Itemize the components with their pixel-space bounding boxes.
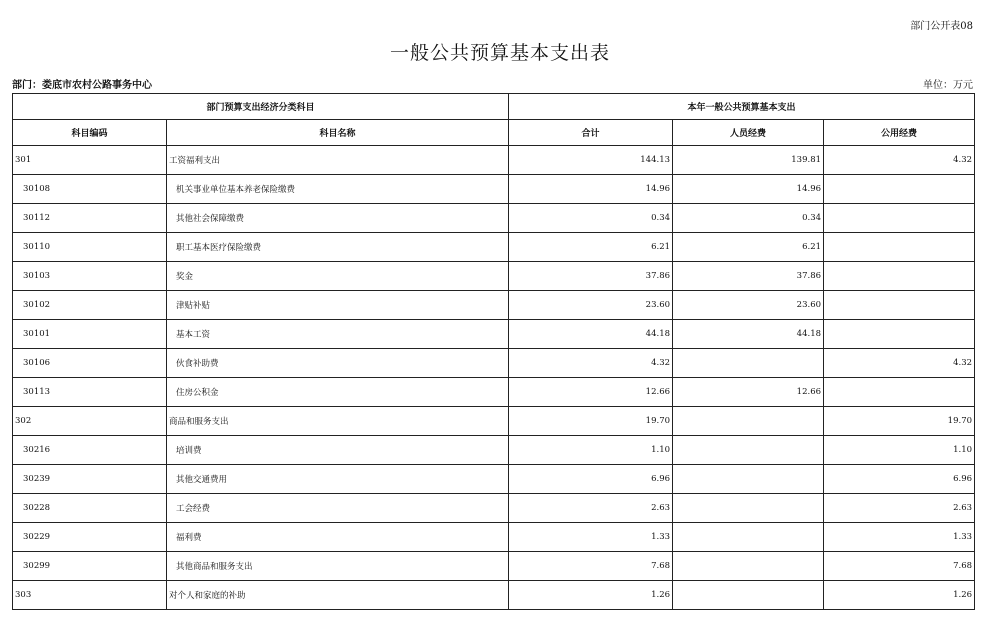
row-total: 6.96 xyxy=(509,465,673,494)
row-name: 津贴补贴 xyxy=(167,291,509,320)
row-personnel: 0.34 xyxy=(673,204,824,233)
row-personnel: 23.60 xyxy=(673,291,824,320)
row-total: 2.63 xyxy=(509,494,673,523)
row-name: 机关事业单位基本养老保险缴费 xyxy=(167,175,509,204)
table-row xyxy=(13,291,975,320)
row-name: 奖金 xyxy=(167,262,509,291)
row-code: 30113 xyxy=(13,378,167,407)
table-row xyxy=(13,552,975,581)
row-total: 37.86 xyxy=(509,262,673,291)
row-total: 12.66 xyxy=(509,378,673,407)
row-total: 6.21 xyxy=(509,233,673,262)
row-name: 商品和服务支出 xyxy=(167,407,509,436)
row-public: 6.96 xyxy=(824,465,975,494)
row-public: 2.63 xyxy=(824,494,975,523)
row-public xyxy=(824,320,975,349)
row-total: 4.32 xyxy=(509,349,673,378)
row-personnel: 37.86 xyxy=(673,262,824,291)
row-personnel xyxy=(673,523,824,552)
row-code: 30103 xyxy=(13,262,167,291)
row-personnel xyxy=(673,407,824,436)
table-row xyxy=(13,436,975,465)
row-total: 0.34 xyxy=(509,204,673,233)
row-public: 7.68 xyxy=(824,552,975,581)
table-row xyxy=(13,349,975,378)
unit-label: 单位：万元 xyxy=(923,80,973,91)
table-row xyxy=(13,494,975,523)
row-public: 1.26 xyxy=(824,581,975,610)
row-public xyxy=(824,233,975,262)
group-header-row xyxy=(13,94,975,120)
row-name: 培训费 xyxy=(167,436,509,465)
column-header-total: 合计 xyxy=(509,120,673,146)
row-public xyxy=(824,175,975,204)
row-total: 44.18 xyxy=(509,320,673,349)
row-personnel xyxy=(673,552,824,581)
row-code: 30106 xyxy=(13,349,167,378)
department-label: 部门：娄底市农村公路事务中心 xyxy=(12,80,152,91)
table-row xyxy=(13,320,975,349)
table-row xyxy=(13,233,975,262)
row-code: 30101 xyxy=(13,320,167,349)
row-public xyxy=(824,291,975,320)
row-total: 1.10 xyxy=(509,436,673,465)
row-total: 1.33 xyxy=(509,523,673,552)
row-name: 基本工资 xyxy=(167,320,509,349)
table-row xyxy=(13,262,975,291)
table-row xyxy=(13,523,975,552)
row-personnel xyxy=(673,494,824,523)
group-header-expenditure: 本年一般公共预算基本支出 xyxy=(509,94,975,120)
row-personnel xyxy=(673,581,824,610)
row-name: 工会经费 xyxy=(167,494,509,523)
budget-table-body xyxy=(13,146,975,610)
row-code: 30216 xyxy=(13,436,167,465)
row-total: 144.13 xyxy=(509,146,673,175)
row-name: 其他商品和服务支出 xyxy=(167,552,509,581)
table-row xyxy=(13,175,975,204)
page-title: 一般公共预算基本支出表 xyxy=(389,42,610,64)
row-name: 伙食补助费 xyxy=(167,349,509,378)
row-name: 福利费 xyxy=(167,523,509,552)
row-total: 14.96 xyxy=(509,175,673,204)
column-header-code: 科目编码 xyxy=(13,120,167,146)
row-code: 30102 xyxy=(13,291,167,320)
row-total: 1.26 xyxy=(509,581,673,610)
row-personnel xyxy=(673,465,824,494)
row-code: 30228 xyxy=(13,494,167,523)
row-public: 4.32 xyxy=(824,146,975,175)
column-header-public: 公用经费 xyxy=(824,120,975,146)
row-code: 302 xyxy=(13,407,167,436)
row-personnel: 139.81 xyxy=(673,146,824,175)
row-personnel: 14.96 xyxy=(673,175,824,204)
row-code: 30229 xyxy=(13,523,167,552)
row-personnel xyxy=(673,349,824,378)
row-total: 23.60 xyxy=(509,291,673,320)
row-name: 对个人和家庭的补助 xyxy=(167,581,509,610)
table-row xyxy=(13,407,975,436)
form-number: 部门公开表08 xyxy=(910,21,973,32)
group-header-classification: 部门预算支出经济分类科目 xyxy=(13,94,509,120)
row-total: 19.70 xyxy=(509,407,673,436)
budget-table xyxy=(12,93,975,610)
table-row xyxy=(13,146,975,175)
table-row xyxy=(13,204,975,233)
table-row xyxy=(13,378,975,407)
row-code: 30299 xyxy=(13,552,167,581)
column-header-personnel: 人员经费 xyxy=(673,120,824,146)
table-row xyxy=(13,581,975,610)
table-row xyxy=(13,465,975,494)
row-name: 住房公积金 xyxy=(167,378,509,407)
row-public xyxy=(824,378,975,407)
row-public: 1.33 xyxy=(824,523,975,552)
row-personnel: 44.18 xyxy=(673,320,824,349)
row-name: 其他交通费用 xyxy=(167,465,509,494)
row-public: 19.70 xyxy=(824,407,975,436)
row-code: 30110 xyxy=(13,233,167,262)
row-name: 职工基本医疗保险缴费 xyxy=(167,233,509,262)
row-public: 1.10 xyxy=(824,436,975,465)
row-name: 工资福利支出 xyxy=(167,146,509,175)
row-code: 30108 xyxy=(13,175,167,204)
column-header-name: 科目名称 xyxy=(167,120,509,146)
row-code: 30112 xyxy=(13,204,167,233)
row-code: 30239 xyxy=(13,465,167,494)
row-total: 7.68 xyxy=(509,552,673,581)
row-public xyxy=(824,262,975,291)
row-personnel: 12.66 xyxy=(673,378,824,407)
row-personnel xyxy=(673,436,824,465)
row-code: 301 xyxy=(13,146,167,175)
row-name: 其他社会保障缴费 xyxy=(167,204,509,233)
row-public: 4.32 xyxy=(824,349,975,378)
column-header-row xyxy=(13,120,975,146)
row-code: 303 xyxy=(13,581,167,610)
row-personnel: 6.21 xyxy=(673,233,824,262)
row-public xyxy=(824,204,975,233)
